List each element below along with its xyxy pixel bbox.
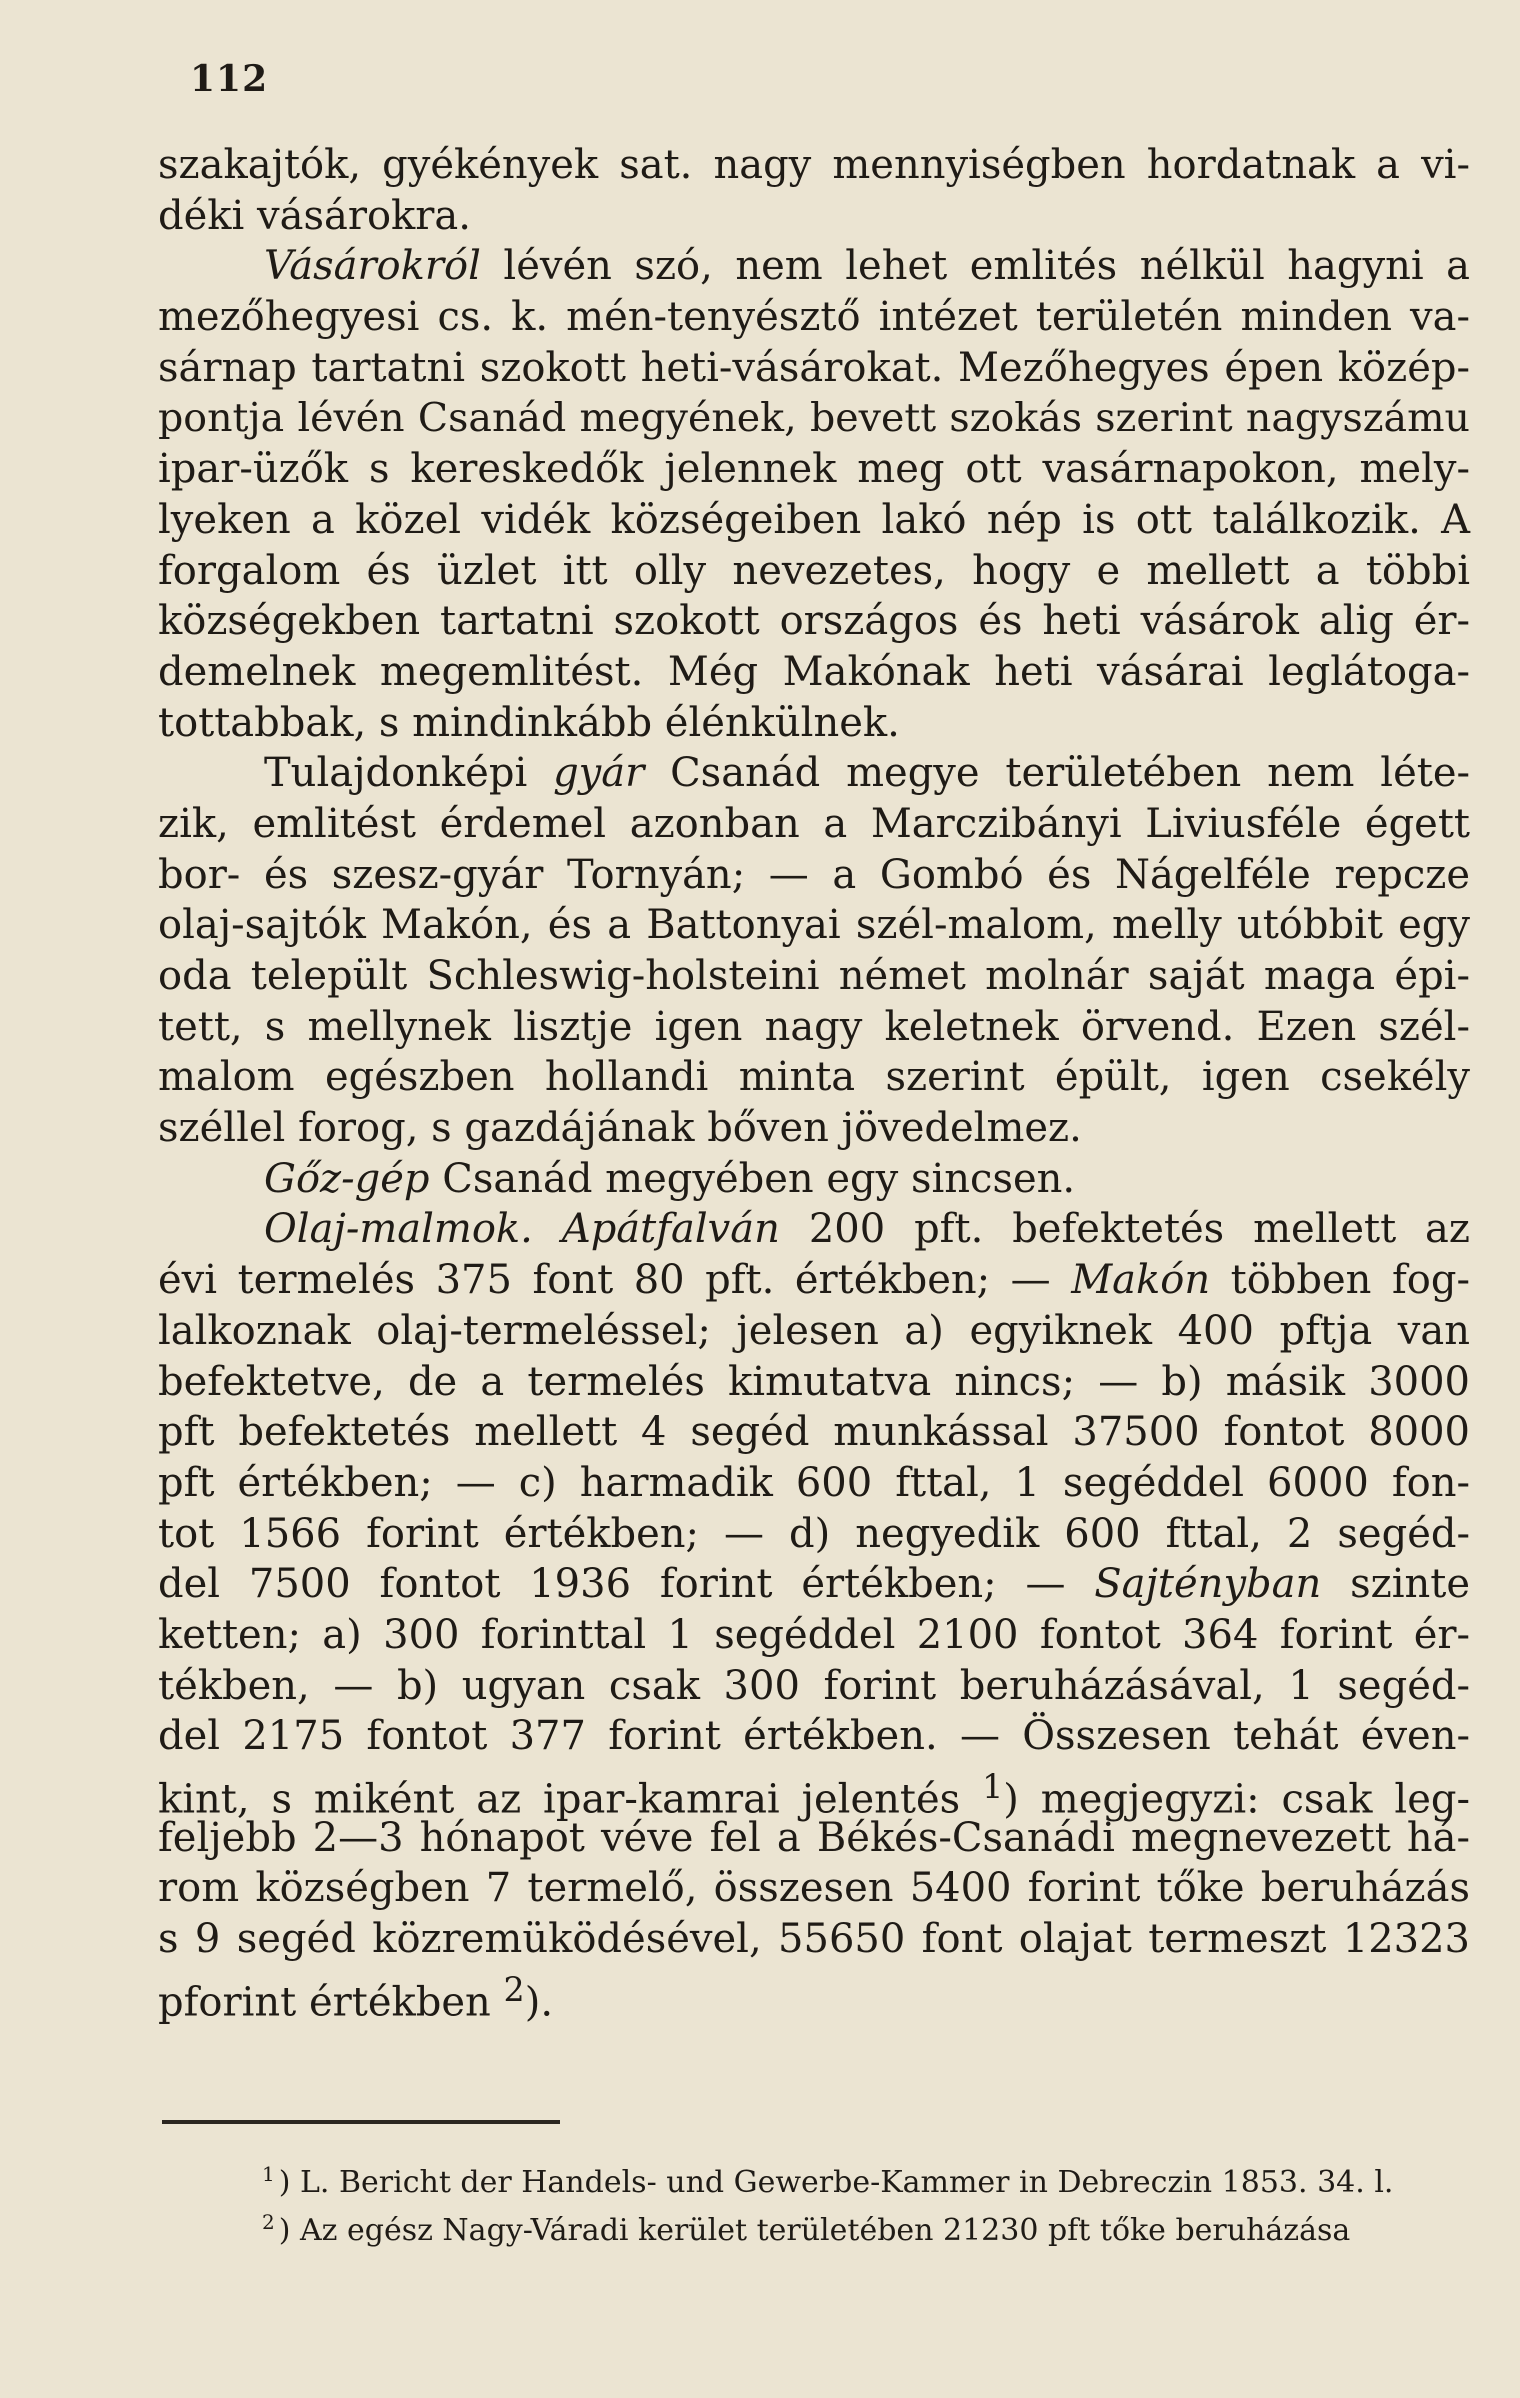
text-line: Tulajdonképi gyár Csanád megye területében nem léte- bbox=[264, 750, 1471, 797]
page-number: 112 bbox=[190, 58, 269, 100]
text-line: sárnap tartatni szokott heti-vásárokat. Mezőhegyes épen közép- bbox=[158, 344, 1470, 391]
text-line: Vásárokról lévén szó, nem lehet emlités nélkül hagyni a bbox=[264, 243, 1470, 290]
text-line: mezőhegyesi cs. k. mén-tenyésztő intézet területén minden va- bbox=[158, 294, 1470, 341]
text-line: déki vásárokra. bbox=[158, 192, 471, 239]
footnote-divider bbox=[162, 2120, 560, 2124]
text-line: bor- és szesz-gyár Tornyán; — a Gombó és Nágelféle repcze bbox=[158, 851, 1470, 898]
footnote-mark: 1 bbox=[262, 2162, 275, 2186]
text-line: tett, s mellynek lisztje igen nagy keletnek örvend. Ezen szél- bbox=[158, 1003, 1470, 1050]
text-line: ketten; a) 300 forinttal 1 segéddel 2100 fontot 364 forint ér- bbox=[158, 1611, 1470, 1658]
italic-term: Sajtényban bbox=[1094, 1561, 1322, 1608]
text-line: széllel forog, s gazdájának bőven jövedelmez. bbox=[158, 1105, 1082, 1152]
text-line: pforint értékben $^2$). bbox=[158, 1969, 554, 2026]
italic-term: Olaj-malmok. bbox=[264, 1206, 533, 1253]
text-line: zik, emlitést érdemel azonban a Marczibányi Liviusféle égett bbox=[158, 800, 1470, 847]
text-line: községekben tartatni szokott országos és heti vásárok alig ér- bbox=[158, 598, 1470, 645]
text-line: del 7500 fontot 1936 forint értékben; — Sajtényban szinte bbox=[158, 1561, 1470, 1608]
text-line: tottabbak, s mindinkább élénkülnek. bbox=[158, 699, 900, 746]
italic-term: Apátfalván bbox=[561, 1206, 780, 1253]
body-text bbox=[158, 140, 1471, 2026]
text-line: feljebb 2—3 hónapot véve fel a Békés-Csanádi megnevezett há- bbox=[158, 1814, 1470, 1861]
text-line: rom községben 7 termelő, összesen 5400 forint tőke beruházás bbox=[158, 1865, 1470, 1912]
footnotes bbox=[262, 2150, 1492, 2246]
text-line: tékben, — b) ugyan csak 300 forint beruházásával, 1 segéd- bbox=[158, 1662, 1470, 1709]
footnote: $^1$ ) L. Bericht der Handels- und Gewerbe-Kammer in Debreczin 1853. 34. l. bbox=[262, 2162, 1394, 2200]
footnote-ref: 2 bbox=[503, 1969, 525, 2009]
text-line: del 2175 fontot 377 forint értékben. — Összesen tehát éven- bbox=[158, 1713, 1470, 1760]
text-line: s 9 segéd közremüködésével, 55650 font olajat termeszt 12323 bbox=[158, 1916, 1470, 1963]
text-line: befektetve, de a termelés kimutatva nincs; — b) másik 3000 bbox=[158, 1358, 1470, 1405]
text-line: ipar-üzők s kereskedők jelennek meg ott vasárnapokon, mely- bbox=[158, 446, 1470, 493]
text-line: pontja lévén Csanád megyének, bevett szokás szerint nagyszámu bbox=[158, 395, 1470, 442]
text-line: lyeken a közel vidék községeiben lakó nép is ott találkozik. A bbox=[158, 496, 1470, 543]
italic-term: gyár bbox=[553, 750, 645, 797]
text-line: pft értékben; — c) harmadik 600 fttal, 1 segéddel 6000 fon- bbox=[158, 1459, 1470, 1506]
text-line: kint, s miként az ipar-kamrai jelentés $^1$) megjegyzi: csak leg- bbox=[158, 1767, 1471, 1823]
text-line: forgalom és üzlet itt olly nevezetes, hogy e mellett a többi bbox=[158, 547, 1470, 594]
text-line: szakajtók, gyékények sat. nagy mennyiségben hordatnak a vi- bbox=[158, 142, 1470, 188]
footnote: $^2$ ) Az egész Nagy-Váradi kerület területében 21230 pft tőke beruházása bbox=[262, 2210, 1351, 2248]
text-line: Olaj-malmok. Apátfalván 200 pft. befektetés mellett az bbox=[264, 1206, 1470, 1253]
text-line: pft befektetés mellett 4 segéd munkással 37500 fontot 8000 bbox=[158, 1409, 1470, 1456]
text-line: lalkoznak olaj-termeléssel; jelesen a) egyiknek 400 pftja van bbox=[158, 1307, 1470, 1354]
footnote-ref: 1 bbox=[982, 1767, 1004, 1806]
italic-term: Makón bbox=[1071, 1257, 1211, 1304]
text-line: évi termelés 375 font 80 pft. értékben; — Makón többen fog- bbox=[158, 1257, 1470, 1304]
text-line: malom egészben hollandi minta szerint épült, igen csekély bbox=[158, 1054, 1470, 1101]
text-line: olaj-sajtók Makón, és a Battonyai szél-malom, melly utóbbit egy bbox=[158, 902, 1470, 949]
text-line: oda települt Schleswig-holsteini német molnár saját maga épi- bbox=[158, 953, 1470, 999]
italic-term: Vásárokról bbox=[264, 243, 481, 290]
text-line: Gőz-gép Csanád megyében egy sincsen. bbox=[264, 1155, 1076, 1202]
text-line: demelnek megemlitést. Még Makónak heti vásárai leglátoga- bbox=[158, 648, 1470, 695]
italic-term: Gőz-gép bbox=[264, 1155, 430, 1202]
text-line: tot 1566 forint értékben; — d) negyedik 600 fttal, 2 segéd- bbox=[158, 1510, 1470, 1557]
footnote-mark: 2 bbox=[262, 2210, 275, 2234]
